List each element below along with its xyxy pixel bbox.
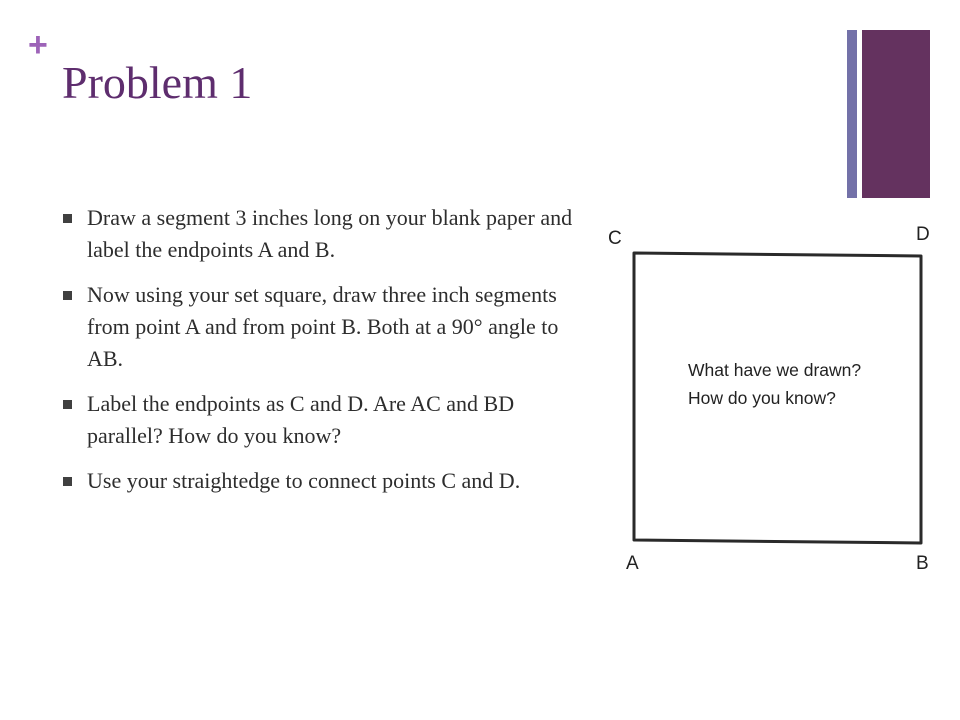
figure-note: What have we drawn? How do you know?	[688, 360, 862, 408]
square-bullet-icon	[63, 291, 72, 300]
accent-bar-thin	[847, 30, 857, 198]
bullet-item	[62, 279, 582, 375]
plus-icon: +	[28, 26, 48, 64]
accent-bar-thick	[862, 30, 930, 198]
bullet-list	[62, 202, 582, 510]
point-label-b: B	[916, 553, 929, 574]
square-bullet-icon	[63, 477, 72, 486]
slide-title: Problem 1	[62, 57, 253, 108]
bullet-item	[62, 465, 582, 497]
bullet-item	[62, 388, 582, 452]
point-label-c: C	[608, 228, 622, 249]
bullet-text: Now using your set square, draw three inch segments from point A and from point B. Both at a 90° angle to AB.	[87, 282, 559, 371]
square-figure	[590, 215, 950, 585]
point-label-a: A	[626, 553, 639, 574]
bullet-text: Label the endpoints as C and D. Are AC and BD parallel? How do you know?	[87, 391, 515, 448]
bullet-text: Use your straightedge to connect points C and D.	[87, 468, 521, 493]
bullet-item	[62, 202, 582, 266]
square-bullet-icon	[63, 214, 72, 223]
bullet-text: Draw a segment 3 inches long on your blank paper and label the endpoints A and B.	[87, 205, 573, 262]
point-label-d: D	[916, 224, 930, 245]
square-bullet-icon	[63, 400, 72, 409]
